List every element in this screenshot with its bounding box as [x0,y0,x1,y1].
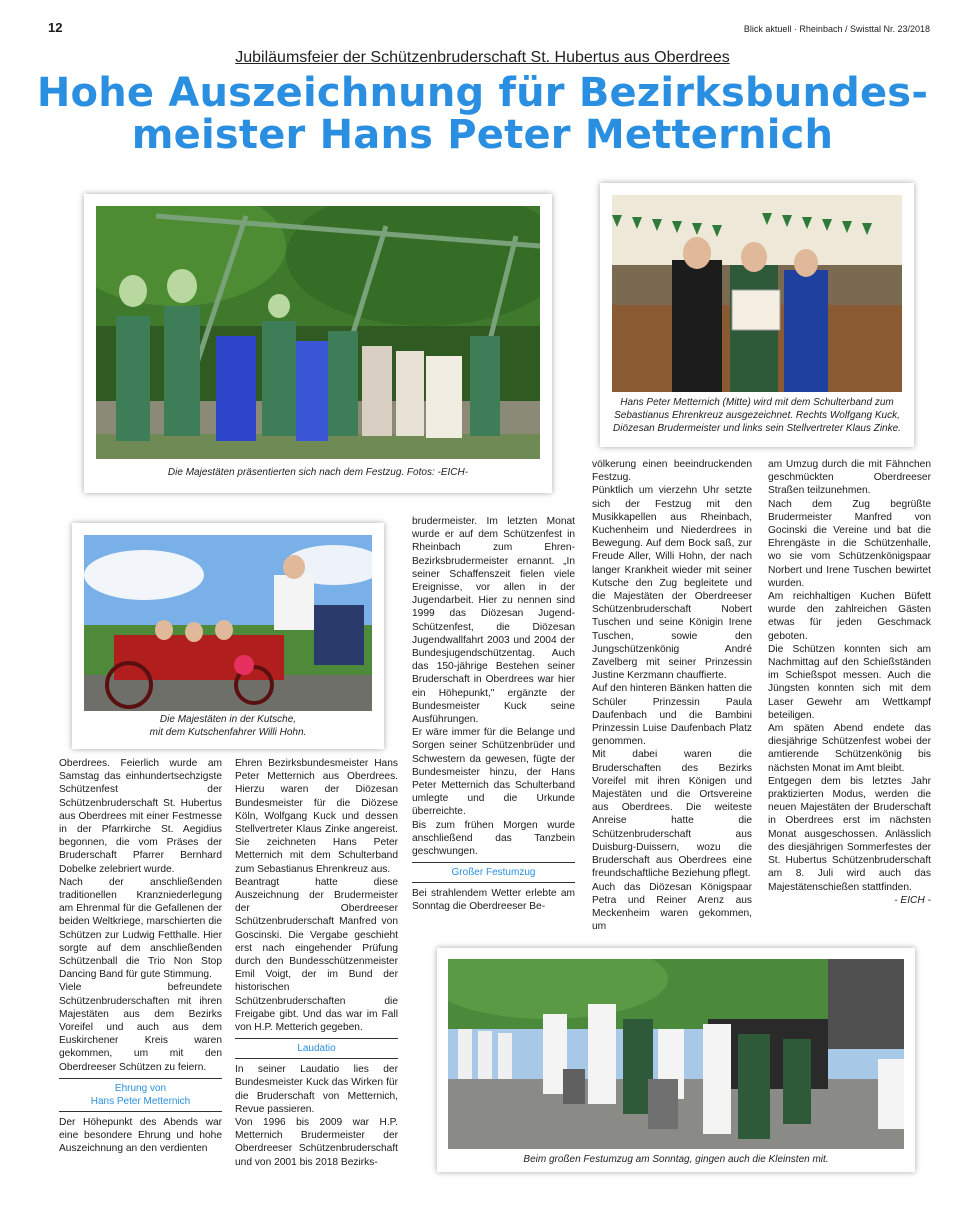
photo-parade [448,959,904,1149]
headline-line-2: meister Hans Peter Metternich [131,112,834,158]
photo-carriage [84,535,372,711]
subhead-ehrung-line-2: Hans Peter Metternich [90,1095,191,1107]
col5-paragraph-2: Nach dem Zug begrüßte Brudermeister Manfred von Gocinski die Vereine und bat die Ehrengäste in die Schützenhalle, wo sie vom Schützenkönigspaar Norbert und Irene Tuschen bewirtet wurden. [768,498,931,589]
column-2 [235,757,398,1169]
col5-paragraph-3: Am reichhaltigen Kuchen Büfett wurde den zahlreichen Gästen etwas für jeden Geschmack geboten. [768,591,931,642]
photo-frame-carriage [72,523,384,749]
col2-paragraph-1: Ehren Bezirksbundesmeister Hans Peter Metternich aus Oberdrees. Hierzu waren der Diözesan Bundesmeister für die Diözese Köln, Wolfgang Kuck und dessen Stellvertreter Klaus Zinke angereist. Sie zeichneten Hans Peter Metternich mit dem Schulterband zum Sebastianus Ehrenkreuz aus. [235,758,398,875]
article-kicker: Jubiläumsfeier der Schützenbruderschaft St. Hubertus aus Oberdrees [235,49,730,66]
column-4 [592,458,752,933]
caption-award [608,396,906,435]
col4-paragraph-2: Pünktlich um vierzehn Uhr setzte sich der Festzug mit den Musikkapellen aus Rheinbach, Kuchenheim und Niederdrees in Bewegung. Auf dem Bock saß, zur Freude Aller, Willi Hohn, der nach langer Krankheit wieder mit seiner Kutsche den Zug begleitete und die Majestäten der Oberdreeser Schützenbruderschaft Nobert Tuschen und seine Königin Irene Tuschen, sowie den Jungschützenkönig André Zavelberg mit seiner Prinzessin Justine Kerzmann chauffierte. [592,485,752,682]
col3-paragraph-2: Er wäre immer für die Belange und Sorgen seiner Schützenbrüder und Schwestern da gewesen, fügte der Bundesmeister hinzu, der Hans Peter Metternich das Schulterband umlegte und die Urkunde überreichte. [412,727,575,818]
col1-paragraph-2: Nach der anschließenden traditionellen Kranzniederlegung am Ehrenmal für die Gefallenen der beiden Weltkriege, marschierten die Schützen zur Ludwig Fetthalle. Hier sorgte auf dem anschließenden Schützenball die Trio Non Stop Dancing Band für gute Stimmung. [59,876,222,981]
col3-paragraph-3: Bis zum frühen Morgen wurde anschließend das Tanzbein geschwungen. [412,819,575,858]
photo-award [612,195,902,392]
caption-majesties: Die Majestäten präsentierten sich nach dem Festzug. Fotos: -EICH- [167,467,469,478]
column-3 [412,515,575,914]
photo-frame-award [600,183,914,447]
caption-award-line-1: Hans Peter Metternich (Mitte) wird mit dem Schulterband zum [620,397,894,408]
col4-paragraph-3: Auf den hinteren Bänken hatten die Schüler Prinzessin Paula Daufenbach und die Bambini Prinzessin Luise Daufenbach Platz genommen. [592,683,752,748]
caption-carriage-line-1: Die Majestäten in der Kutsche, [159,714,297,725]
column-5 [768,458,931,907]
subhead-laudatio: Laudatio [235,1038,398,1059]
col5-paragraph-5: Am späten Abend endete das diesjährige Schützenfest wobei der amtierende Schützenkönig bis nächsten Monat im Amt bleibt. [768,723,931,774]
col2-paragraph-4: Von 1996 bis 2009 war H.P. Metternich Brudermeister der Oberdreeser Schützenbruderschaft und von 2001 bis 2018 Bezirks- [235,1117,398,1168]
subhead-ehrung-line-1: Ehrung von [114,1082,167,1094]
photo-majesties [96,206,540,459]
col1-paragraph-3: Viele befreundete Schützenbruderschaften mit ihren Majestäten aus dem Bezirks Voreifel und auch aus dem Euskirchener Kreis waren gekommen, um mit den Oberdreeser Schützen zu feiern. [59,982,222,1073]
caption-carriage-line-2: mit dem Kutschenfahrer Willi Hohn. [149,727,307,738]
caption-carriage [80,713,376,739]
photo-frame-parade [437,948,915,1172]
col4-paragraph-5: Auch das Diözesan Königspaar Petra und Reiner Arenz aus Meckenheim waren gekommen, um [592,881,752,933]
col4-paragraph-4: Mit dabei waren die Bruderschaften des Bezirks Voreifel mit ihren Königen und Majestäten und die Ortsvereine aus Oberdrees. Die weiteste Anreise hatte die Schützenbruderschaft aus Duisburg-Duissern, wozu die Bruderschaft aus Oberdrees eine freundschaftliche Beziehung pflegt. [592,749,752,880]
caption-parade: Beim großen Festumzug am Sonntag, gingen auch die Kleinsten mit. [523,1154,829,1165]
col3-paragraph-1: brudermeister. Im letzten Monat wurde er auf dem Schützenfest in Rheinbach zum Ehren-Bezirksbrudermeister ernannt. „In seiner Schaffenszeit fielen viele Ereignisse, vor allen in der Jugendarbeit. Hier zu nennen sind 1999 das Diözesan Jugend-Schützenfest, die Diözesan Jugendwallfahrt 2003 und 2004 der Bundesjugendschützentag. Auch das 150-jährige Bestehen seiner Bruderschaft in Oberdrees war hier ein Höhepunkt," ergänzte der Bundesmeister Kuck seine Ausführungen. [412,516,575,726]
col3-paragraph-4: Bei strahlendem Wetter erlebte am Sonntag die Oberdreeser Be- [412,888,575,913]
page-number: 12 [48,20,63,35]
headline-line-1: Hohe Auszeichnung für Bezirksbundes- [36,70,929,116]
subhead-ehrung [59,1078,222,1112]
photo-frame-majesties [84,194,552,493]
col4-paragraph-1: völkerung einen beeindruckenden Festzug. [592,459,752,484]
author-byline: - EICH - [894,894,931,906]
award-image [612,195,902,392]
subhead-festumzug: Großer Festumzug [412,862,575,883]
caption-award-line-2: Sebastianus Ehrenkreuz ausgezeichnet. Rechts Wolfgang Kuck, [614,410,900,421]
col5-paragraph-6: Entgegen dem bis letztes Jahr praktizierten Modus, werden die neuen Majestäten der Bruderschaft in Oberdrees erst im nächsten Monat ausgeschossen. Anlässlich des diesjährigen Sommerfestes der St. Hubertus Schützenbruderschaft am 8. Juli wird auch das Majestätenschießen stattfinden. [768,775,931,893]
col5-paragraph-1: am Umzug durch die mit Fähnchen geschmückten Oberdreeser Straßen teilzunehmen. [768,459,931,497]
carriage-image [84,535,372,711]
masthead: Blick aktuell · Rheinbach / Swisttal Nr. 23/2018 [743,24,930,34]
col1-paragraph-1: Oberdrees. Feierlich wurde am Samstag das einhundertsechzigste Schützenfest der Schützenbruderschaft St. Hubertus aus Oberdrees mit einer Festmesse in der Pfarrkirche St. Aegidius begonnen, die vom Präses der Bruderschaft Pfarrer Bernhard Dobelke zelebriert wurde. [59,758,222,875]
caption-award-line-3: Diözesan Brudermeister und links sein Stellvertreter Klaus Zinke. [613,423,901,434]
majesties-image [96,206,540,459]
col2-paragraph-3: In seiner Laudatio lies der Bundesmeister Kuck das Wirken für die Bruderschaft von Metternich, Revue passieren. [235,1064,398,1115]
col2-paragraph-2: Beantragt hatte diese Auszeichnung der Brudermeister der Oberdreeser Schützenbruderschaft Manfred von Goscinski. Die Vergabe geschieht erst nach eingehender Prüfung durch den Bundesschützenmeister Emil Voigt, der im Bund der historischen Schützenbruderschaften die Freigabe gibt. Und das war im Fall von H.P. Metterich gegeben. [235,876,398,1034]
col1-paragraph-4: Der Höhepunkt des Abends war eine besondere Ehrung und hohe Auszeichnung an den verdienten [59,1116,222,1155]
article-headline [0,72,965,156]
column-1 [59,757,222,1155]
col5-paragraph-4: Die Schützen konnten sich am Nachmittag auf den Schießständen im Schießspot messen. Auch die Jüngsten konnten sich mit dem Laser Gewehr am Wettkampf beteiligen. [768,643,931,721]
parade-image [448,959,904,1149]
